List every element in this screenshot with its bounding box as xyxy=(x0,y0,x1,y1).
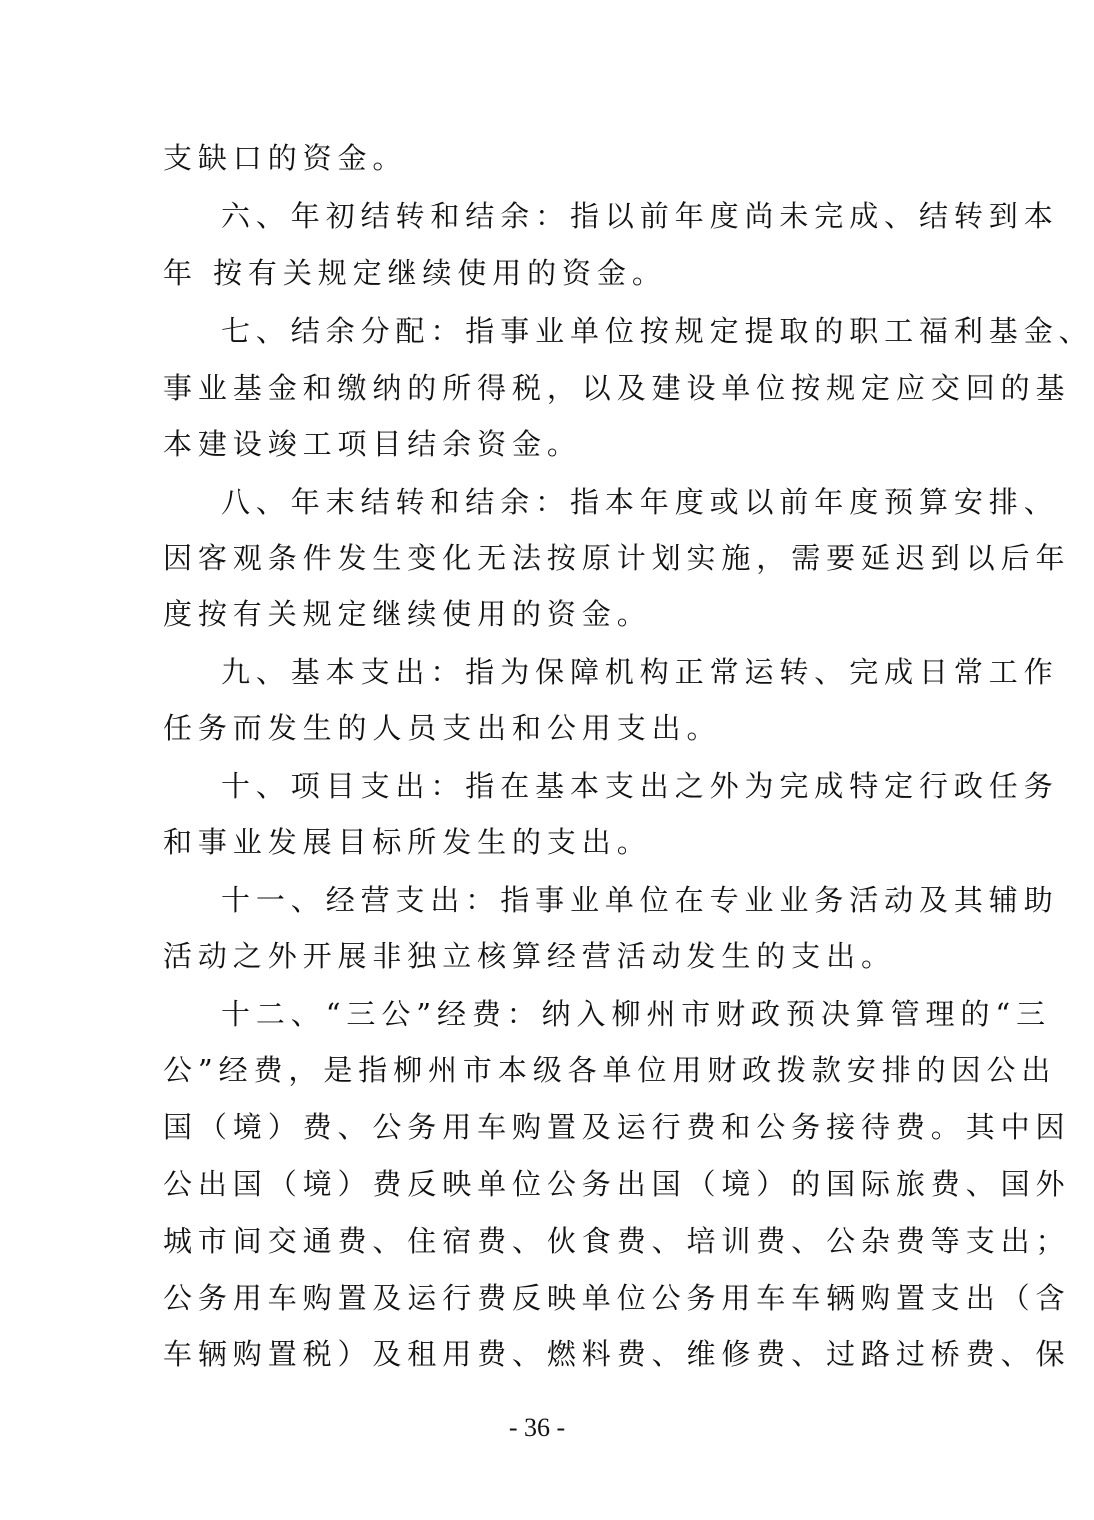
text-line: 因客观条件发生变化无法按原计划实施，需要延迟到以后年 xyxy=(163,541,1071,575)
text-line: 八、年末结转和结余：指本年度或以前年度预算安排、 xyxy=(221,485,1059,519)
text-line: 十二、“三公”经费：纳入柳州市财政预决算管理的“三 xyxy=(221,997,1051,1031)
text-line: 城市间交通费、住宿费、伙食费、培训费、公杂费等支出； xyxy=(163,1224,1071,1258)
text-line: 九、基本支出：指为保障机构正常运转、完成日常工作 xyxy=(221,655,1059,689)
text-line: 公务用车购置及运行费反映单位公务用车车辆购置支出（含 xyxy=(163,1281,1071,1315)
text-line: 度按有关规定继续使用的资金。 xyxy=(163,597,652,631)
text-line: 支缺口的资金。 xyxy=(163,141,408,175)
text-line: 公出国（境）费反映单位公务出国（境）的国际旅费、国外 xyxy=(163,1167,1071,1201)
text-line: 公”经费，是指柳州市本级各单位用财政拨款安排的因公出 xyxy=(163,1053,1057,1087)
text-line: 活动之外开展非独立核算经营活动发生的支出。 xyxy=(163,939,896,973)
text-line: 事业基金和缴纳的所得税，以及建设单位按规定应交回的基 xyxy=(163,371,1071,405)
page-number: - 36 - xyxy=(508,1413,566,1442)
text-line: 和事业发展目标所发生的支出。 xyxy=(163,825,652,859)
text-line: 任务而发生的人员支出和公用支出。 xyxy=(163,711,722,745)
text-line: 国（境）费、公务用车购置及运行费和公务接待费。其中因 xyxy=(163,1110,1071,1144)
text-line: 年 按有关规定继续使用的资金。 xyxy=(163,256,667,290)
text-line: 本建设竣工项目结余资金。 xyxy=(163,427,582,461)
text-line: 车辆购置税）及租用费、燃料费、维修费、过路过桥费、保 xyxy=(163,1337,1071,1371)
text-line: 七、结余分配：指事业单位按规定提取的职工福利基金、 xyxy=(221,314,1094,348)
text-line: 十、项目支出：指在基本支出之外为完成特定行政任务 xyxy=(221,769,1059,803)
text-line: 十一、经营支出：指事业单位在专业业务活动及其辅助 xyxy=(221,883,1059,917)
text-line: 六、年初结转和结余：指以前年度尚未完成、结转到本 xyxy=(221,199,1059,233)
